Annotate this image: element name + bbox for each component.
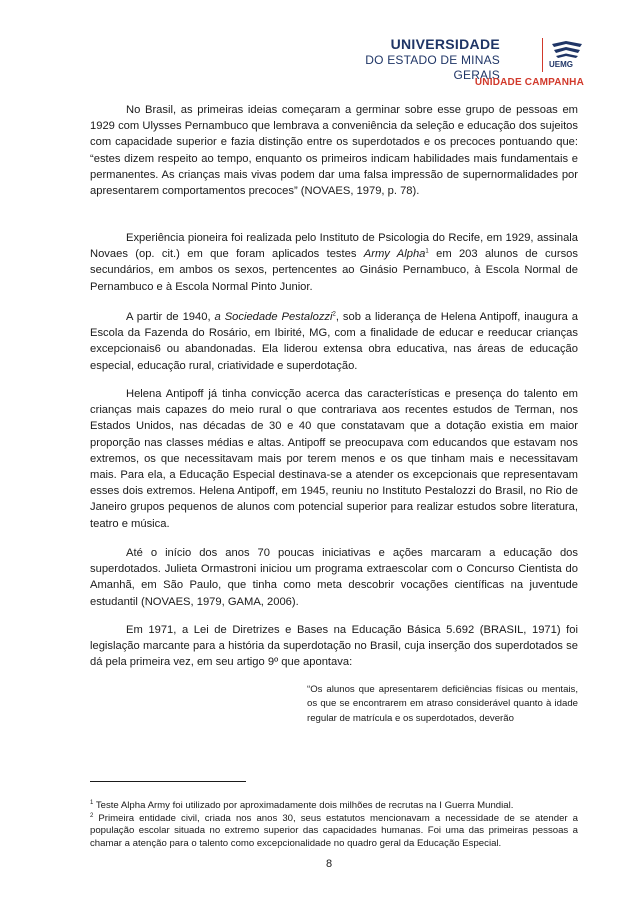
footnote-1 <box>90 800 578 813</box>
uemg-logo <box>330 36 582 94</box>
footnote-ref-1: 1 <box>425 248 429 255</box>
paragraph-text <box>90 230 578 295</box>
paragraph-text <box>90 309 578 374</box>
paragraph-text-part: , sob a liderança de Helena Antipoff, inaugura a Escola da Fazenda do Rosário, em Ibirité, MG, com a finalidade de educar e reeducar crianças excepcionais6 ou abandonadas. Ela liderou extensa obra educativa, nas áreas de educação especial, educação rural, criatividade e superdotação. <box>90 311 578 372</box>
paragraph-2 <box>90 230 578 295</box>
logo-state: DO ESTADO DE MINAS GERAIS <box>365 53 500 82</box>
footnote-2 <box>90 813 578 851</box>
logo-acronym: UEMG <box>549 60 573 69</box>
paragraph-text: No Brasil, as primeiras ideias começaram a germinar sobre esse grupo de pessoas em 1929 com Ulysses Pernambuco que lembrava a conveniência da seleção e educação dos sujeitos com capacidade superior e fazia distinção entre os superdotados e os precoces pontuando que: “estes dizem respeito ao tempo, enquanto os primeiros indicam habilidades mais fundamentais e permanentes. As crianças mais vivas podem dar uma falsa impressão de supernormalidades por apresentarem comportamentos precoces” (NOVAES, 1979, p. 78). <box>90 104 578 198</box>
paragraph-5 <box>90 545 578 610</box>
paragraph-text: Até o início dos anos 70 poucas iniciativas e ações marcaram a educação dos superdotados. Julieta Ormastroni iniciou um programa extraescolar com o Concurso Cientista do Amanhã, em São Paulo, que tinha como meta descobrir vocações científicas na juventude estudantil (NOVAES, 1979, GAMA, 2006). <box>90 547 578 608</box>
block-quote: “Os alunos que apresentarem deficiências físicas ou mentais, os que se encontrarem em atraso considerável quanto à idade regular de matrícula e os superdotados, deverão <box>307 684 578 724</box>
paragraph-text-part: em 203 alunos de cursos secundários, em ambos os sexos, pertencentes ao Ginásio Pernambuco, à Escola Normal de Pernambuco e à Escola Normal Pinto Junior. <box>90 248 578 293</box>
sociedade-pestalozzi-term: a Sociedade Pestalozzi <box>214 311 333 323</box>
footnote-separator <box>90 781 246 782</box>
paragraph-1 <box>90 102 578 199</box>
paragraph-text-part: Experiência pioneira foi realizada pelo Instituto de Psicologia do Recife, em 1929, assinala Novaes (op. cit.) em que foram aplicados testes <box>90 232 578 261</box>
logo-text <box>330 36 500 83</box>
paragraph-text-part: A partir de 1940, <box>126 311 215 323</box>
logo-university: UNIVERSIDADE <box>390 36 500 52</box>
paragraph-3 <box>90 309 578 374</box>
logo-divider <box>542 38 543 72</box>
footnote-number: 2 <box>90 812 94 819</box>
paragraph-6 <box>90 622 578 671</box>
paragraph-text: Helena Antipoff já tinha convicção acerca das características e presença do talento em crianças mais capazes do meio rural o que contrariava aos recentes estudos de Terman, nos Estados Unidos, nas décadas de 30 e 40 que constatavam que a dotação existia em maior proporção nas classes médias e altas. Antipoff se preocupava com educandos que estavam nos extremos, os que necessitavam mais por terem menos e os que tinham mais e necessitavam mais. Para ela, a Educação Especial destinava-se a atender os excepcionais que representavam esses dois extremos. Helena Antipoff, em 1945, reuniu no Instituto Pestalozzi do Brasil, no Rio de Janeiro grupos pequenos de alunos com potencial superior para realizar estudos sobre literatura, teatro e música. <box>90 388 578 530</box>
footnote-ref-2: 2 <box>332 311 336 318</box>
army-alpha-term: Army Alpha <box>363 248 426 261</box>
logo-campus: UNIDADE CAMPANHA <box>474 77 584 88</box>
footnotes <box>90 800 578 850</box>
footnote-text: Teste Alpha Army foi utilizado por aproximadamente dois milhões de recrutas na I Guerra Mundial. <box>93 800 514 811</box>
page-number: 8 <box>326 858 333 870</box>
paragraph-text: Em 1971, a Lei de Diretrizes e Bases na Educação Básica 5.692 (BRASIL, 1971) foi legislação marcante para a história da superdotação no Brasil, cuja inserção dos superdotados se dá pela primeira vez, em seu artigo 9º que apontava: <box>90 624 578 669</box>
footnote-text: Primeira entidade civil, criada nos anos 30, seus estatutos mencionavam a necessidade de se atender a população escolar situada no extremo superior das capacidades humanas. Foi uma das primeiras pessoas a chamar a atenção para o talento como excepcionalidade no quadro geral da Educação Especial. <box>90 812 578 849</box>
footnote-number: 1 <box>90 799 94 806</box>
paragraph-4 <box>90 386 578 532</box>
